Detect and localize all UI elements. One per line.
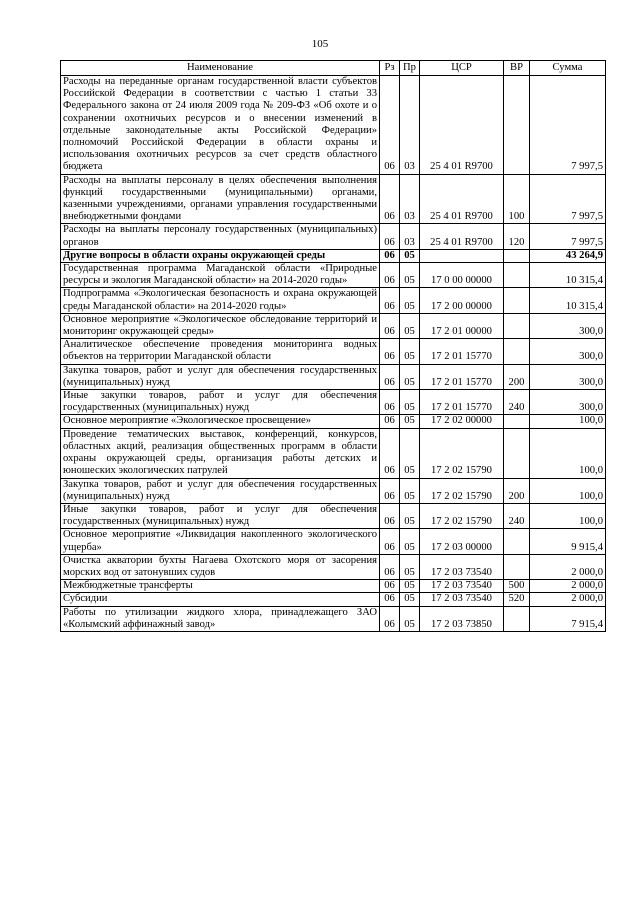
cell-pr: 05	[400, 390, 420, 415]
table-row	[61, 554, 606, 579]
cell-csr: 25 4 01 R9700	[420, 224, 504, 249]
table-row	[61, 415, 606, 428]
cell-csr: 25 4 01 R9700	[420, 76, 504, 175]
cell-csr: 17 2 01 15770	[420, 364, 504, 389]
cell-vr: 500	[504, 580, 530, 593]
cell-pr: 05	[400, 339, 420, 364]
cell-pr: 05	[400, 364, 420, 389]
cell-rz: 06	[380, 390, 400, 415]
cell-csr: 17 2 03 73540	[420, 580, 504, 593]
cell-name: Государственная программа Магаданской области «Природные ресурсы и экология Магаданской области» на 2014-2020 годы»	[61, 263, 380, 288]
cell-csr: 17 2 01 00000	[420, 313, 504, 338]
cell-csr: 17 2 00 00000	[420, 288, 504, 313]
cell-name: Расходы на выплаты персоналу в целях обеспечения выполнения функций государственными (муниципальными) органами, казенными учреждениями, органами управления государственными внебюджетными фондами	[61, 174, 380, 224]
table-row	[61, 174, 606, 224]
cell-rz: 06	[380, 593, 400, 606]
cell-sum: 300,0	[530, 390, 606, 415]
cell-pr: 05	[400, 529, 420, 554]
table-row	[61, 76, 606, 175]
cell-vr	[504, 288, 530, 313]
cell-vr: 100	[504, 174, 530, 224]
cell-sum: 100,0	[530, 428, 606, 478]
cell-sum: 7 997,5	[530, 76, 606, 175]
cell-vr	[504, 249, 530, 262]
cell-sum: 7 997,5	[530, 174, 606, 224]
cell-pr: 05	[400, 593, 420, 606]
table-row	[61, 263, 606, 288]
cell-csr: 17 2 03 00000	[420, 529, 504, 554]
cell-pr: 05	[400, 428, 420, 478]
cell-vr	[504, 529, 530, 554]
table-row	[61, 288, 606, 313]
cell-sum: 7 997,5	[530, 224, 606, 249]
cell-sum: 2 000,0	[530, 593, 606, 606]
cell-vr: 200	[504, 478, 530, 503]
cell-rz: 06	[380, 415, 400, 428]
cell-vr	[504, 554, 530, 579]
header-vr: ВР	[504, 61, 530, 76]
table-header-row	[61, 61, 606, 76]
cell-rz: 06	[380, 606, 400, 631]
cell-csr: 17 2 02 15790	[420, 503, 504, 528]
cell-vr	[504, 313, 530, 338]
cell-name: Закупка товаров, работ и услуг для обеспечения государственных (муниципальных) нужд	[61, 478, 380, 503]
cell-name: Межбюджетные трансферты	[61, 580, 380, 593]
cell-name: Проведение тематических выставок, конференций, конкурсов, областных акций, реализация общественных программ в области охраны окружающей среды, организация работы детских и юношеских экологических патрулей	[61, 428, 380, 478]
cell-name: Иные закупки товаров, работ и услуг для обеспечения государственных (муниципальных) нужд	[61, 390, 380, 415]
cell-csr: 17 2 02 00000	[420, 415, 504, 428]
page-number: 105	[311, 38, 329, 50]
cell-pr: 05	[400, 580, 420, 593]
cell-vr	[504, 606, 530, 631]
cell-rz: 06	[380, 580, 400, 593]
cell-vr	[504, 415, 530, 428]
cell-csr: 17 2 02 15790	[420, 478, 504, 503]
cell-sum: 300,0	[530, 364, 606, 389]
cell-sum: 10 315,4	[530, 263, 606, 288]
cell-vr	[504, 76, 530, 175]
cell-csr: 17 2 01 15770	[420, 390, 504, 415]
cell-pr: 03	[400, 76, 420, 175]
cell-sum: 2 000,0	[530, 580, 606, 593]
header-name: Наименование	[61, 61, 380, 76]
cell-rz: 06	[380, 249, 400, 262]
cell-rz: 06	[380, 529, 400, 554]
header-sum: Сумма	[530, 61, 606, 76]
cell-name: Другие вопросы в области охраны окружающей среды	[61, 249, 380, 262]
cell-name: Основное мероприятие «Ликвидация накопленного экологического ущерба»	[61, 529, 380, 554]
cell-name: Иные закупки товаров, работ и услуг для обеспечения государственных (муниципальных) нужд	[61, 503, 380, 528]
table-row	[61, 478, 606, 503]
table-row	[61, 606, 606, 631]
cell-pr: 05	[400, 503, 420, 528]
table-row	[61, 249, 606, 262]
cell-pr: 03	[400, 224, 420, 249]
table-row	[61, 224, 606, 249]
cell-sum: 2 000,0	[530, 554, 606, 579]
cell-pr: 05	[400, 288, 420, 313]
cell-csr: 17 2 03 73540	[420, 554, 504, 579]
table-row	[61, 580, 606, 593]
cell-rz: 06	[380, 263, 400, 288]
cell-name: Основное мероприятие «Экологическое обследование территорий и мониторинг окружающей среды»	[61, 313, 380, 338]
cell-sum: 100,0	[530, 478, 606, 503]
table-body	[61, 76, 606, 632]
cell-name: Подпрограмма «Экологическая безопасность и охрана окружающей среды Магаданской области» на 2014-2020 годы»	[61, 288, 380, 313]
cell-vr	[504, 339, 530, 364]
cell-name: Аналитическое обеспечение проведения мониторинга водных объектов на территории Магаданской области	[61, 339, 380, 364]
cell-rz: 06	[380, 478, 400, 503]
table-row	[61, 503, 606, 528]
cell-rz: 06	[380, 76, 400, 175]
cell-sum: 7 915,4	[530, 606, 606, 631]
cell-vr	[504, 263, 530, 288]
cell-vr: 120	[504, 224, 530, 249]
table-row	[61, 313, 606, 338]
cell-name: Расходы на выплаты персоналу государственных (муниципальных) органов	[61, 224, 380, 249]
cell-pr: 05	[400, 249, 420, 262]
cell-rz: 06	[380, 364, 400, 389]
cell-vr: 240	[504, 390, 530, 415]
cell-csr	[420, 249, 504, 262]
cell-sum: 300,0	[530, 339, 606, 364]
table-row	[61, 593, 606, 606]
cell-pr: 05	[400, 263, 420, 288]
cell-csr: 17 2 02 15790	[420, 428, 504, 478]
cell-pr: 05	[400, 478, 420, 503]
cell-sum: 100,0	[530, 415, 606, 428]
cell-rz: 06	[380, 428, 400, 478]
cell-sum: 43 264,9	[530, 249, 606, 262]
table-row	[61, 390, 606, 415]
cell-vr: 520	[504, 593, 530, 606]
cell-rz: 06	[380, 224, 400, 249]
cell-name: Очистка акватории бухты Нагаева Охотского моря от засорения морских вод от затонувших судов	[61, 554, 380, 579]
cell-csr: 17 0 00 00000	[420, 263, 504, 288]
cell-rz: 06	[380, 174, 400, 224]
cell-pr: 05	[400, 415, 420, 428]
cell-sum: 10 315,4	[530, 288, 606, 313]
cell-sum: 100,0	[530, 503, 606, 528]
table-row	[61, 339, 606, 364]
table-row	[61, 529, 606, 554]
cell-rz: 06	[380, 503, 400, 528]
cell-rz: 06	[380, 313, 400, 338]
cell-vr	[504, 428, 530, 478]
cell-pr: 05	[400, 606, 420, 631]
cell-name: Основное мероприятие «Экологическое просвещение»	[61, 415, 380, 428]
cell-rz: 06	[380, 554, 400, 579]
cell-name: Расходы на переданные органам государственной власти субъектов Российской Федерации в соответствии с частью 1 статьи 33 Федерального закона от 24 июля 2009 года № 209-ФЗ «Об охоте и о сохранении охотничьих ресурсов и о внесении изменений в отдельные законодательные акты Российской Федерации» полномочий Российской Федерации в области охраны и использования охотничьих ресурсов за счет средств областного бюджета	[61, 76, 380, 175]
header-pr: Пр	[400, 61, 420, 76]
cell-vr: 240	[504, 503, 530, 528]
cell-sum: 300,0	[530, 313, 606, 338]
header-csr: ЦСР	[420, 61, 504, 76]
cell-pr: 03	[400, 174, 420, 224]
cell-csr: 17 2 03 73540	[420, 593, 504, 606]
cell-name: Закупка товаров, работ и услуг для обеспечения государственных (муниципальных) нужд	[61, 364, 380, 389]
table-row	[61, 428, 606, 478]
cell-name: Субсидии	[61, 593, 380, 606]
budget-table	[60, 60, 606, 632]
cell-sum: 9 915,4	[530, 529, 606, 554]
cell-rz: 06	[380, 288, 400, 313]
cell-pr: 05	[400, 313, 420, 338]
cell-csr: 25 4 01 R9700	[420, 174, 504, 224]
cell-rz: 06	[380, 339, 400, 364]
cell-csr: 17 2 01 15770	[420, 339, 504, 364]
cell-csr: 17 2 03 73850	[420, 606, 504, 631]
cell-pr: 05	[400, 554, 420, 579]
header-rz: Рз	[380, 61, 400, 76]
cell-vr: 200	[504, 364, 530, 389]
table-row	[61, 364, 606, 389]
cell-name: Работы по утилизации жидкого хлора, принадлежащего ЗАО «Колымский аффинажный завод»	[61, 606, 380, 631]
